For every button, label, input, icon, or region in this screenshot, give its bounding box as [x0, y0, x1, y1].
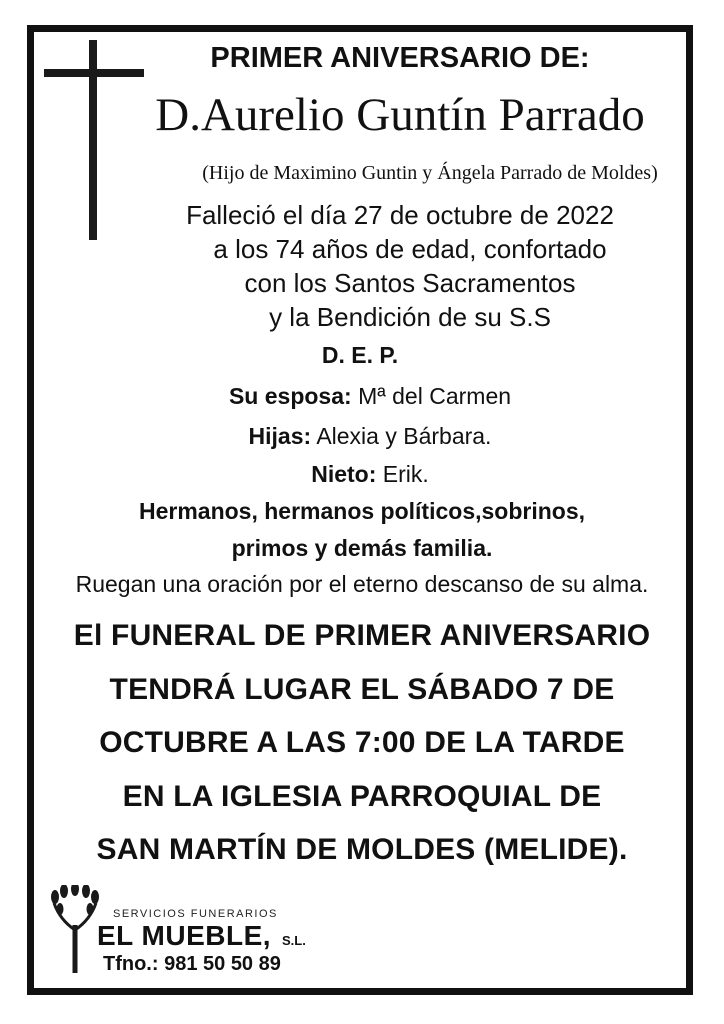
daughters-line: [180, 423, 560, 450]
deceased-name: D.Aurelio Guntín Parrado: [155, 89, 645, 141]
notice-heading: PRIMER ANIVERSARIO DE:: [210, 42, 590, 74]
brand-suffix: S.L.: [282, 933, 306, 948]
death-line: a los 74 años de edad, confortado: [213, 234, 607, 264]
brand-name: EL MUEBLE,: [97, 920, 272, 951]
daughters-value: Alexia y Bárbara.: [316, 423, 492, 449]
phone-number: Tfno.: 981 50 50 89: [103, 953, 281, 975]
death-line: y la Bendición de su S.S: [269, 302, 551, 332]
grandson-value: Erik.: [382, 461, 429, 487]
funeral-line: TENDRÁ LUGAR EL SÁBADO 7 DE: [109, 673, 615, 706]
daughters-label: Hijas:: [248, 423, 312, 449]
family-line: Hermanos, hermanos políticos,sobrinos,: [138, 498, 586, 524]
funeral-line: SAN MARTÍN DE MOLDES (MELIDE).: [96, 833, 628, 866]
death-line: con los Santos Sacramentos: [244, 268, 576, 298]
death-line: Falleció el día 27 de octubre de 2022: [186, 200, 614, 230]
spouse-label: Su esposa:: [228, 383, 352, 409]
grandson-label: Nieto:: [311, 461, 377, 487]
cross-icon-bar: [44, 69, 144, 77]
tree-logo-icon: [50, 885, 100, 975]
funeral-line: EN LA IGLESIA PARROQUIAL DE: [122, 780, 602, 813]
services-label: SERVICIOS FUNERARIOS: [113, 908, 278, 920]
funeral-line: El FUNERAL DE PRIMER ANIVERSARIO: [73, 619, 651, 652]
parents-line: (Hijo de Maximino Guntin y Ángela Parrado de Moldes): [202, 162, 658, 184]
family-line: primos y demás familia.: [231, 535, 493, 561]
spouse-line: [180, 383, 560, 410]
spouse-value: Mª del Carmen: [358, 383, 512, 409]
dep-text: D. E. P.: [321, 342, 399, 368]
prayer-line: Ruegan una oración por el eterno descanso de su alma.: [75, 571, 649, 597]
grandson-line: [240, 461, 500, 488]
funeral-line: OCTUBRE A LAS 7:00 DE LA TARDE: [99, 726, 625, 759]
